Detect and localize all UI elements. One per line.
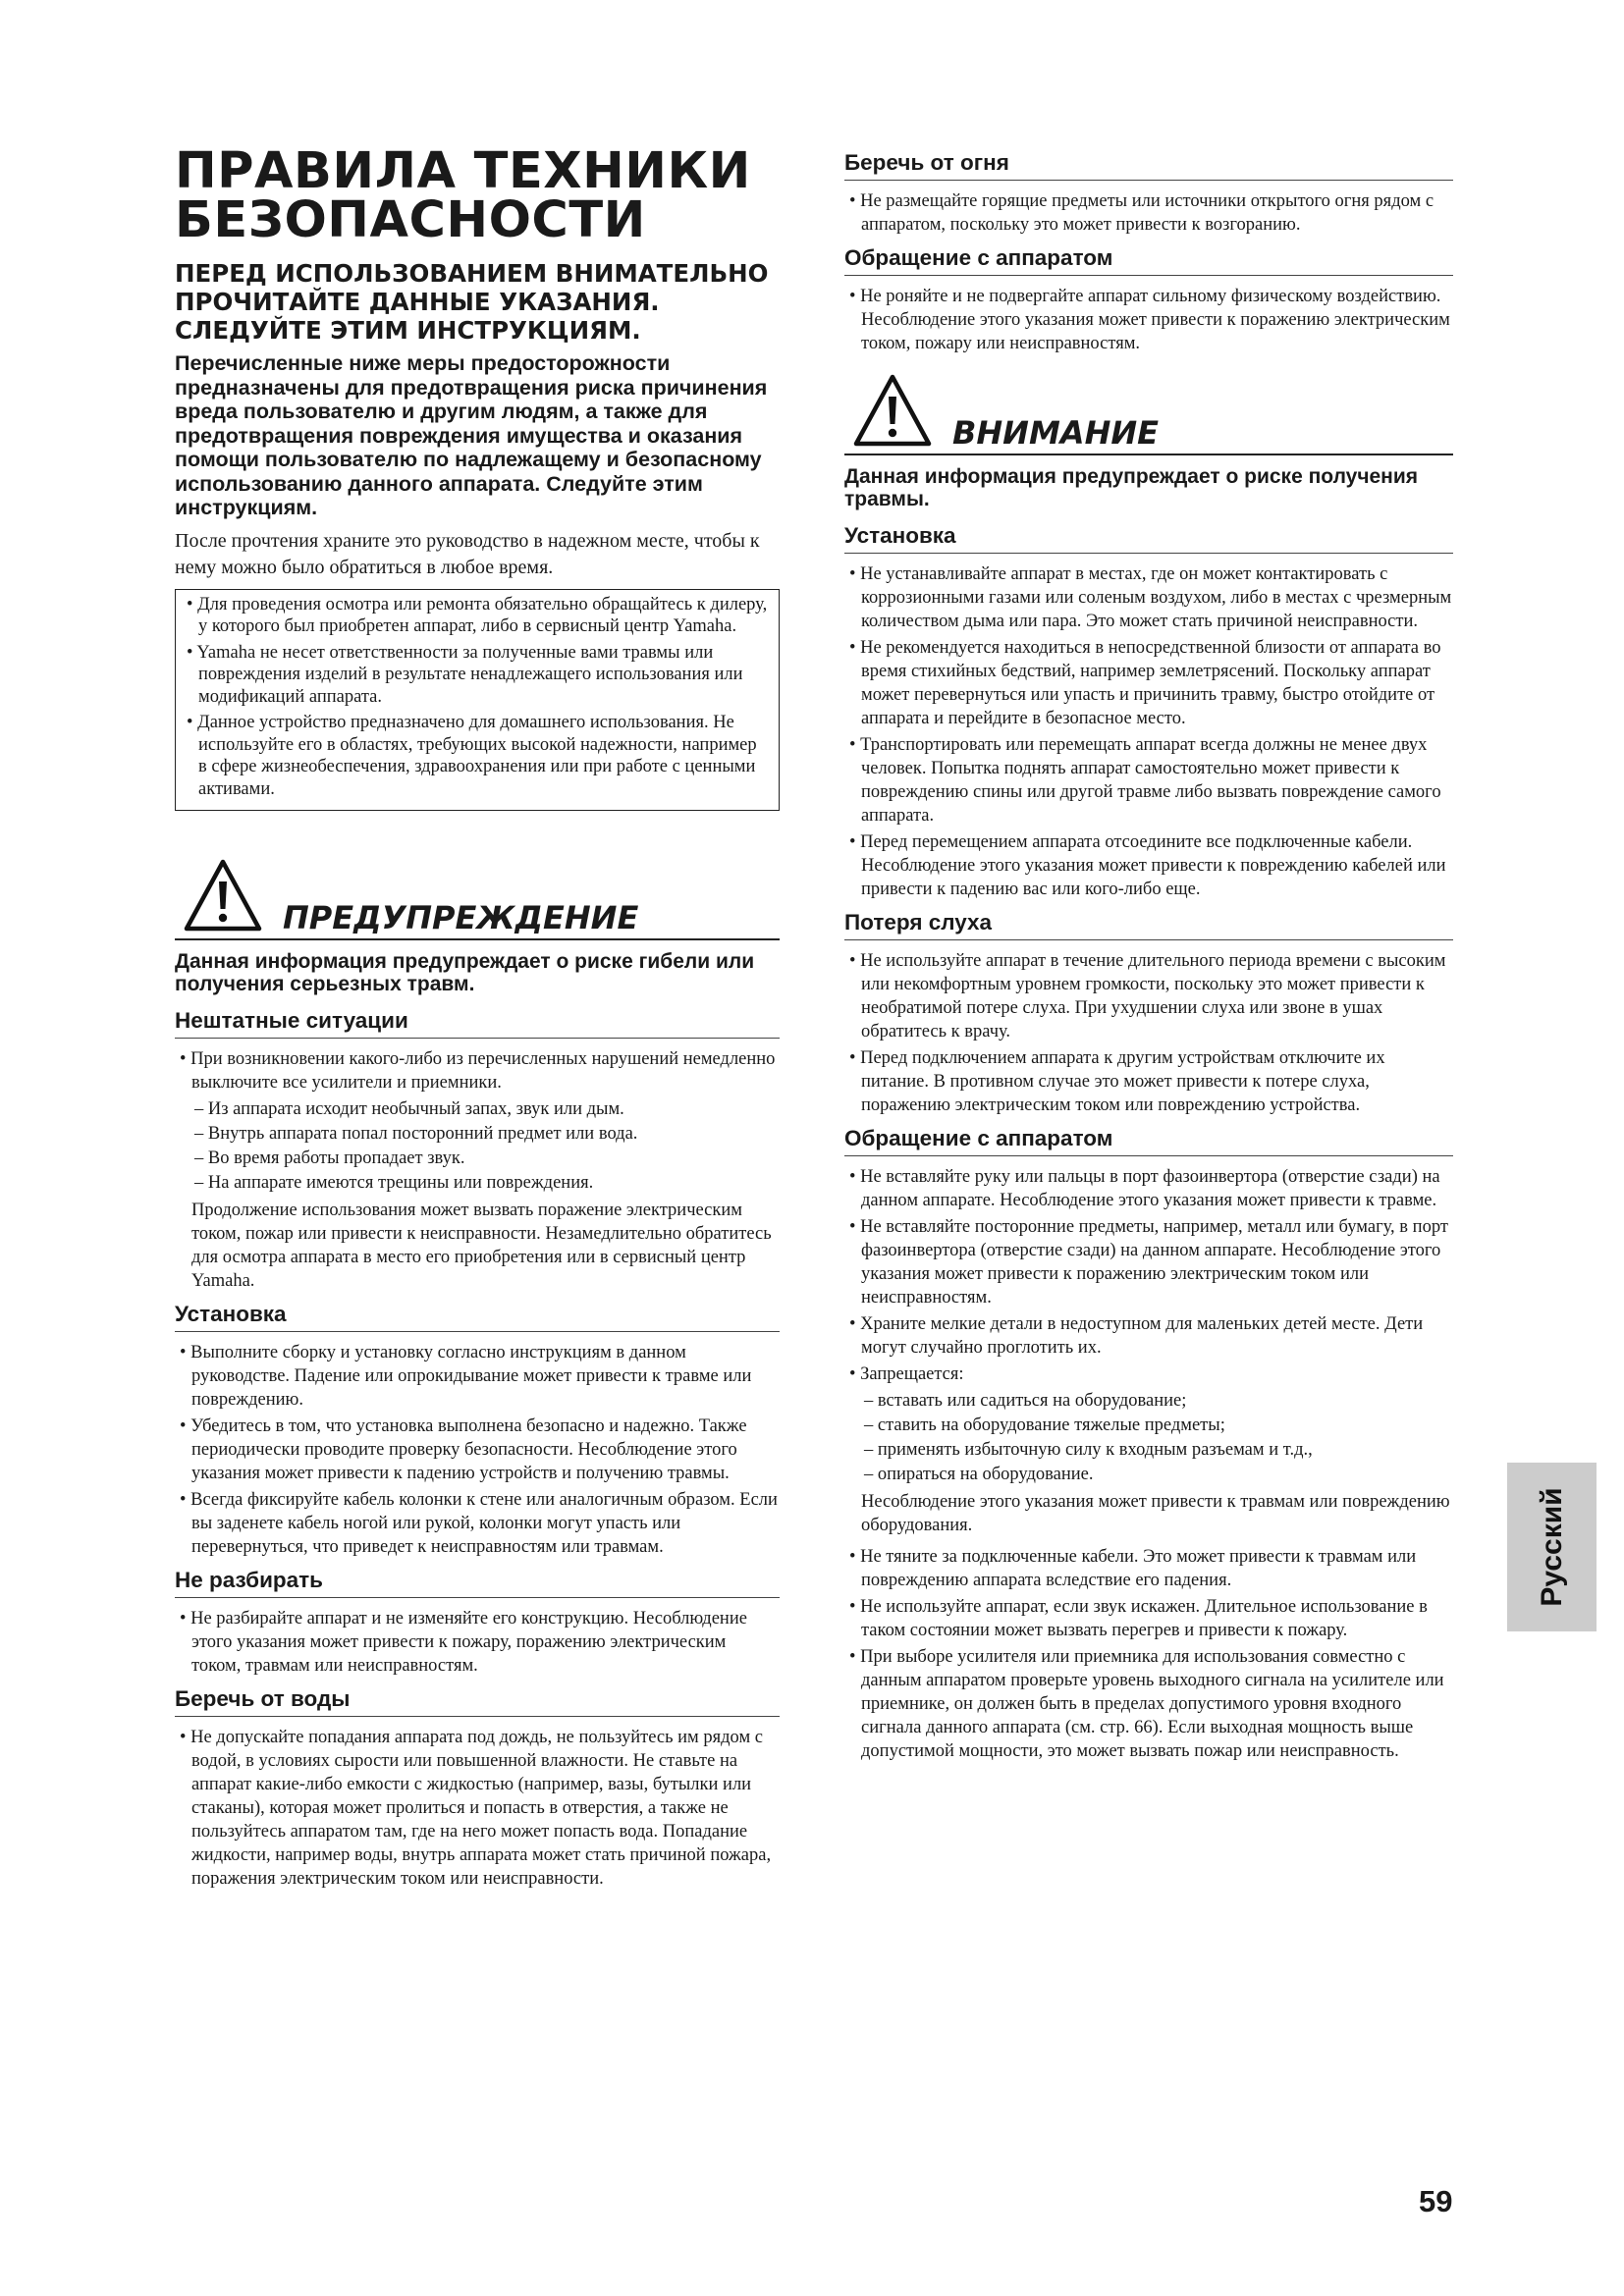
language-tab-label: Русский (1535, 1487, 1568, 1607)
page-title (175, 142, 780, 249)
list-item: • Не размещайте горящие предметы или источники открытого огня рядом с аппаратом, поскольку это может привести к возгоранию. (849, 191, 1435, 235)
left-column (175, 142, 780, 1894)
dash-item: – вставать или садиться на оборудование; (864, 1391, 1187, 1411)
dash-item: – Внутрь аппарата попал посторонний предмет или вода. (194, 1124, 638, 1144)
dash-item: – Во время работы пропадает звук. (194, 1148, 465, 1168)
caution-title: ВНИМАНИЕ (952, 414, 1159, 452)
list-item: • Не роняйте и не подвергайте аппарат сильному физическому воздействию. Несоблюдение этого указания может привести к поражению электрическим током, пожару или неисправностям. (849, 287, 1450, 353)
right-column (844, 149, 1453, 1766)
notice-item: • Данное устройство предназначено для домашнего использования. Не используйте его в областях, требующих высокой надежности, например в сфере жизнеобеспечения, здравоохранения или при работе с ценными активами. (187, 713, 757, 799)
intro-bold-text: Перечисленные ниже меры предосторожности предназначены для предотвращения риска причинения вреда пользователю и другим людям, а также для предотвращения повреждения имущества и оказания помощи пользователю по надлежащему и безопасному использованию данного аппарата. Следуйте этим инструкциям. (175, 351, 768, 519)
continuation-paragraph: Несоблюдение этого указания может привести к травмам или повреждению оборудования. (861, 1492, 1450, 1535)
list-item: • При возникновении какого-либо из перечисленных нарушений немедленно выключите все усилители и приемники. (180, 1049, 776, 1093)
dash-item: – ставить на оборудование тяжелые предметы; (864, 1415, 1225, 1435)
list-item: • Не устанавливайте аппарат в местах, где он может контактировать с коррозионными газами или соленым воздухом, либо в местах с чрезмерным количеством дыма или пара. Это может стать причиной неисправности. (849, 564, 1452, 631)
warning-description: Данная информация предупреждает о риске гибели или получения серьезных травм. (175, 950, 755, 995)
section-heading-handling-caution: Обращение с аппаратом (844, 1125, 1453, 1156)
dash-item: – применять избыточную силу к входным разъемам и т.д., (864, 1440, 1313, 1460)
section-heading-fire: Беречь от огня (844, 149, 1453, 181)
list-item: • Убедитесь в том, что установка выполнена безопасно и надежно. Также периодически проводите проверку безопасности. Несоблюдение этого указания может привести к падению устройств и получению травмы. (180, 1416, 747, 1483)
caution-banner (844, 369, 1453, 455)
list-item: • Не используйте аппарат в течение длительного периода времени с высоким или некомфортным уровнем громкости, поскольку это может привести к необратимой потере слуха. При ухудшении слуха или звоне в ушах обратитесь к врачу. (849, 951, 1446, 1041)
subtitle-line-2: ПРОЧИТАЙТЕ ДАННЫЕ УКАЗАНИЯ. (175, 288, 660, 316)
page-number: 59 (1419, 2184, 1453, 2218)
list-item: • Перед перемещением аппарата отсоедините все подключенные кабели. Несоблюдение этого указания может привести к повреждению кабелей или привести к падению вас или кого-либо еще. (849, 832, 1446, 899)
notice-item: • Для проведения осмотра или ремонта обязательно обращайтесь к дилеру, у которого был приобретен аппарат, либо в сервисный центр Yamaha. (187, 594, 768, 636)
list-item: • Запрещается: (849, 1364, 964, 1384)
list-item: • Не рекомендуется находиться в непосредственной близости от аппарата во время стихийных бедствий, например землетрясений. Поскольку аппарат может перевернуться или упасть и причинить травму, быстро отойдите от аппарата и перейдите в безопасное место. (849, 638, 1441, 728)
list-item: • Не вставляйте посторонние предметы, например, металл или бумагу, в порт фазоинвертора (отверстие сзади) на данном аппарате. Несоблюдение этого указания может привести к поражению электрическим током или неисправностям. (849, 1217, 1448, 1308)
dash-item: – Из аппарата исходит необычный запах, звук или дым. (194, 1099, 624, 1119)
section-heading-disassemble: Не разбирать (175, 1567, 780, 1598)
section-heading-handling-warning: Обращение с аппаратом (844, 244, 1453, 276)
subtitle-line-1: ПЕРЕД ИСПОЛЬЗОВАНИЕМ ВНИМАТЕЛЬНО (175, 259, 769, 288)
warning-banner (175, 854, 780, 940)
dash-item: – На аппарате имеются трещины или повреждения. (194, 1173, 594, 1193)
list-item: • Не тяните за подключенные кабели. Это может привести к травмам или повреждению аппарата вследствие его падения. (849, 1547, 1417, 1590)
list-item: • Всегда фиксируйте кабель колонки к стене или аналогичным образом. Если вы заденете кабель ногой или рукой, колонки могут упасть или перевернуться, что приведет к неисправностям или травмам. (180, 1490, 778, 1557)
list-item: • Не разбирайте аппарат и не изменяйте его конструкцию. Несоблюдение этого указания может привести к пожару, поражению электрическим током, травмам или неисправностям. (180, 1609, 747, 1676)
list-item: • Не допускайте попадания аппарата под дождь, не пользуйтесь им рядом с водой, в условиях сырости или повышенной влажности. Не ставьте на аппарат какие-либо емкости с жидкостью (например, вазы, бутылки или стаканы), которая может пролиться и попасть в отверстия, а также не пользуйтесь аппаратом там, где на него может попасть вода. Попадание жидкости, например воды, внутрь аппарата может стать причиной пожара, поражения электрическим током или неисправности. (180, 1728, 772, 1889)
caution-description: Данная информация предупреждает о риске получения травмы. (844, 465, 1419, 510)
list-item: • Выполните сборку и установку согласно инструкциям в данном руководстве. Падение или опрокидывание может привести к травме или повреждению. (180, 1343, 752, 1410)
notice-item: • Yamaha не несет ответственности за полученные вами травмы или повреждения изделий в результате ненадлежащего использования или модификаций аппарата. (187, 642, 743, 707)
list-item: • При выборе усилителя или приемника для использования совместно с данным аппаратом проверьте уровень выходного сигнала на усилителе или приемнике, он должен быть в пределах допустимого уровня входного сигнала данного аппарата (см. стр. 66). Если выходная мощность выше допустимой мощности, это может вызвать пожар или неисправность. (849, 1647, 1444, 1761)
section-heading-abnormal: Нештатные ситуации (175, 1007, 780, 1039)
section-heading-water: Беречь от воды (175, 1685, 780, 1717)
list-item: • Перед подключением аппарата к другим устройствам отключите их питание. В противном случае это может привести к потере слуха, поражению электрическим током или повреждению устройства. (849, 1048, 1385, 1115)
list-item: • Не вставляйте руку или пальцы в порт фазоинвертора (отверстие сзади) на данном аппарате. Несоблюдение этого указания может привести к травме. (849, 1167, 1440, 1210)
section-heading-install: Установка (175, 1301, 780, 1332)
intro-serif-text: После прочтения храните это руководство в надежном месте, чтобы к нему можно было обратиться в любое время. (175, 529, 760, 578)
subtitle-line-3: СЛЕДУЙТЕ ЭТИМ ИНСТРУКЦИЯМ. (175, 316, 641, 345)
list-item: • Транспортировать или перемещать аппарат всегда должны не менее двух человек. Попытка поднять аппарат самостоятельно может привести к повреждению спины или другой травме либо вызвать повреждение самого аппарата. (849, 735, 1441, 826)
warning-title: ПРЕДУПРЕЖДЕНИЕ (283, 899, 639, 936)
section-heading-install-caution: Установка (844, 522, 1453, 554)
list-item: • Не используйте аппарат, если звук искажен. Длительное использование в таком состоянии может вызвать перегрев и привести к пожару. (849, 1597, 1428, 1640)
list-item: • Храните мелкие детали в недоступном для маленьких детей месте. Дети могут случайно проглотить их. (849, 1314, 1424, 1358)
subtitle (175, 259, 780, 345)
language-tab (1507, 1463, 1597, 1631)
notice-box (175, 589, 780, 812)
dash-item: – опираться на оборудование. (864, 1465, 1094, 1484)
title-line-2: БЕЗОПАСНОСТИ (175, 191, 646, 249)
title-line-1: ПРАВИЛА ТЕХНИКИ (175, 142, 751, 200)
continuation-paragraph: Продолжение использования может вызвать поражение электрическим током, пожар или привести к неисправности. Незамедлительно обратитесь для осмотра аппарата в место его приобретения или в сервисный центр Yamaha. (191, 1201, 772, 1291)
caution-triangle-icon (852, 373, 933, 448)
warning-triangle-icon (183, 858, 263, 933)
section-heading-hearing: Потеря слуха (844, 909, 1453, 940)
